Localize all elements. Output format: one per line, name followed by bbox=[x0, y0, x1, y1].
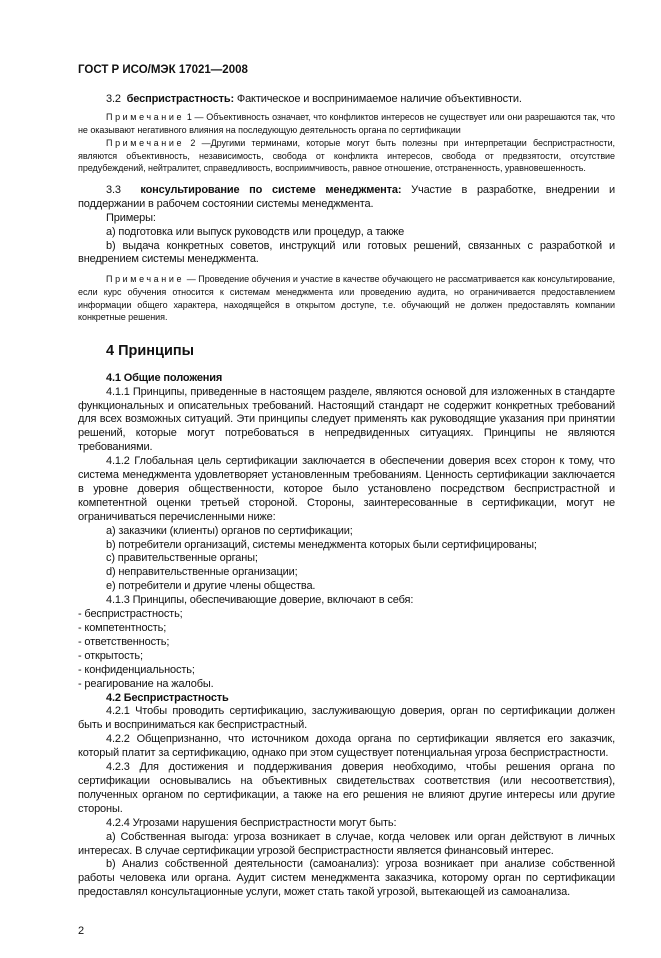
note-2 bbox=[78, 137, 615, 175]
term: беспристрастность: bbox=[126, 93, 234, 105]
clause-number: 3.2 bbox=[106, 93, 121, 105]
examples-label: Примеры: bbox=[106, 211, 156, 224]
page-number: 2 bbox=[78, 925, 85, 938]
paragraph-4-1-2: 4.1.2 Глобальная цель сертификации заключается в обеспечении доверия всех сторон к тому, что система менеджмента удовлетворяет установленным требованиям. Ценность сертификации заключается в уровне доверия общественности, которое было установлено посредством беспристрастной и компетентной оценки третьей стороной. Стороны, заинтересованные в сертификации, могут не ограничиваться перечисленными ниже: bbox=[78, 455, 615, 523]
principle-item: - открытость; bbox=[78, 649, 143, 662]
paragraph-4-2-1: 4.2.1 Чтобы проводить сертификацию, заслуживающую доверия, орган по сертификации должен быть и восприниматься как беспристрастный. bbox=[78, 705, 615, 732]
principle-item: - компетентность; bbox=[78, 622, 167, 634]
paragraph-4-2-3: 4.2.3 Для достижения и поддерживания доверия необходимо, чтобы решения органа по сертификации основывались на объективных свидетельствах соответствия (или несоответствия), полученных органом по сертификации, а также на его решения не влияют другие интересы или другие стороны. bbox=[78, 761, 615, 815]
paragraph-4-2-4-b: b) Анализ собственной деятельности (самоанализ): угроза возникает при анализе собственной работы человека или органа. Аудит систем менеджмента заказчика, которому орган по сертификации предоставлял консультационные услуги, может стать такой угрозой, вытекающей из самоанализа. bbox=[78, 858, 615, 899]
subsection-heading-4-2: 4.2 Беспристрастность bbox=[106, 691, 229, 704]
party-item: d) неправительственные организации; bbox=[106, 566, 298, 579]
section-heading-4: 4 Принципы bbox=[106, 342, 195, 359]
term-3-3 bbox=[78, 184, 615, 212]
party-item: a) заказчики (клиенты) органов по сертификации; bbox=[106, 524, 353, 537]
paragraph-4-2-4: 4.2.4 Угрозами нарушения беспристрастности могут быть: bbox=[106, 816, 397, 829]
definition: Участие в разработке, внедрении и поддержании в рабочем состоянии системы менеджмента. bbox=[78, 183, 616, 210]
principle-item: - реагирование на жалобы. bbox=[78, 677, 214, 690]
paragraph-4-1-1: 4.1.1 Принципы, приведенные в настоящем разделе, являются основой для изложенных в стандарте функциональных и описательных требований. Настоящий стандарт не содержит конкретных требований для всех возможных ситуаций. Эти принципы следует применять как руководящие указания при принятии решений, которые могут потребоваться в непредвиденных ситуациях. Принципы не являются требованиями. bbox=[78, 385, 615, 454]
definition: Фактическое и воспринимаемое наличие объективности. bbox=[233, 93, 522, 105]
clause-number: 3.3 bbox=[106, 183, 121, 196]
note-label: Примечание bbox=[106, 274, 185, 285]
example-item: b) выдача конкретных советов, инструкций или готовых решений, связанных с разработкой и внедрением системы менеджмента. bbox=[78, 239, 615, 266]
term-3-2 bbox=[78, 93, 615, 107]
note-1 bbox=[78, 111, 615, 136]
paragraph-4-1-3: 4.1.3 Принципы, обеспечивающие доверие, включают в себя: bbox=[106, 594, 414, 607]
note-3 bbox=[78, 273, 615, 323]
note-text: — Проведение обучения и участие в качестве обучающего не рассматривается как консультирование, если курс обучения относится к системам менеджмента или проведению аудита, но ограничивается предоставлением информации общего характера, находящейся в открытом доступе, т.е. обучающий не должен предоставлять компании конкретные решения. bbox=[78, 274, 615, 323]
term: консультирование по системе менеджмента: bbox=[140, 183, 402, 196]
subsection-heading-4-1: 4.1 Общие положения bbox=[106, 371, 223, 384]
party-item: c) правительственные органы; bbox=[106, 552, 258, 565]
principle-item: - беспристрастность; bbox=[78, 608, 183, 621]
party-item: e) потребители и другие члены общества. bbox=[106, 580, 316, 593]
example-item: a) подготовка или выпуск руководств или процедур, а также bbox=[106, 225, 405, 238]
principle-item: - ответственность; bbox=[78, 635, 170, 648]
paragraph-4-2-4-a: a) Собственная выгода: угроза возникает в случае, когда человек или орган действуют в личных интересах. В случае сертификации угрозой беспристрастности является финансовый интерес. bbox=[78, 830, 615, 857]
document-page bbox=[78, 0, 615, 958]
note-text: 1 — Объективность означает, что конфликтов интересов не существует или они разрешаются так, что не оказывают негативного влияния на последующую деятельность органа по сертификации bbox=[78, 111, 615, 135]
document-header: ГОСТ Р ИСО/МЭК 17021—2008 bbox=[78, 64, 248, 76]
paragraph-4-2-2: 4.2.2 Общепризнанно, что источником дохода органа по сертификации является его заказчик, который платит за сертификацию, однако при этом существует потенциальная угроза беспристрастности. bbox=[78, 733, 615, 760]
note-text: 2 —Другими терминами, которые могут быть полезны при интерпретации беспристрастности, являются объективность, независимость, свобода от конфликта интересов, свобода от предвзятости, отсутствие предубеждений, нейтралитет, справедливость, восприимчивость, равное отношение, отстраненность, уравновешенность. bbox=[78, 138, 615, 174]
principle-item: - конфиденциальность; bbox=[78, 663, 195, 676]
party-item: b) потребители организаций, системы менеджмента которых были сертифицированы; bbox=[106, 538, 537, 551]
note-label: Примечание bbox=[106, 111, 185, 122]
note-label: Примечание bbox=[106, 138, 185, 149]
